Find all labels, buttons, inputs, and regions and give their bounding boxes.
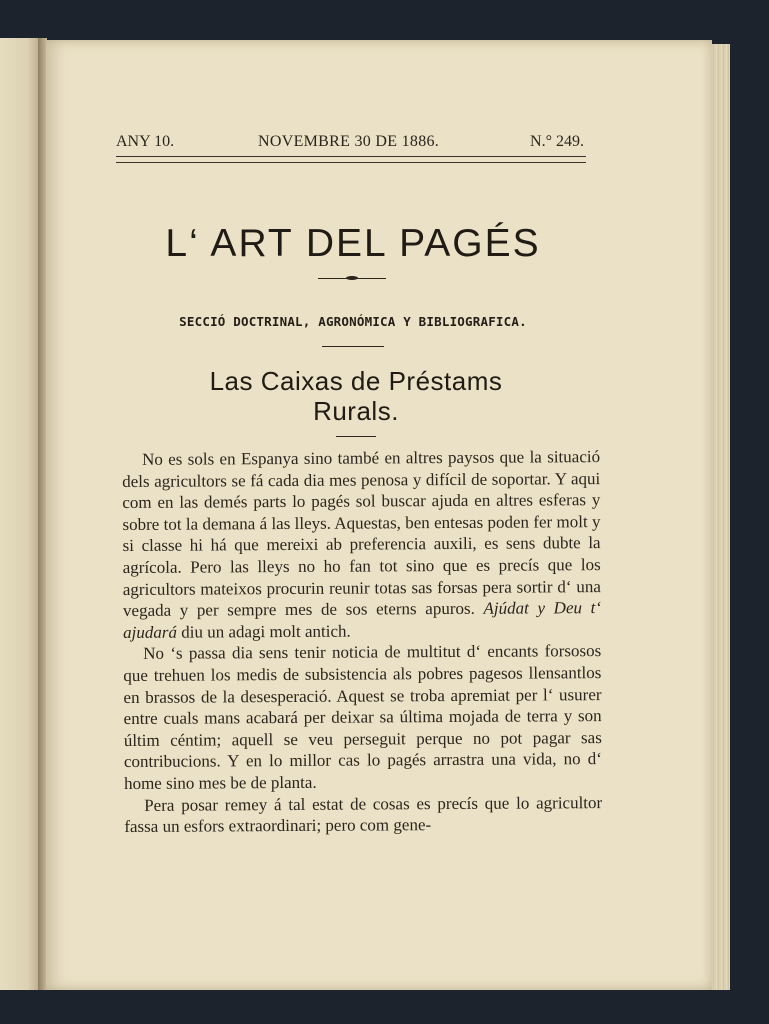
issue-date: NOVEMBRE 30 DE 1886. [258,133,440,150]
header-double-rule [116,156,586,163]
masthead-title: L‘ ART DEL PAGÉS [165,222,541,265]
paragraph-2: No ‘s passa dia sens tenir noticia de multitut d‘ encants forsosos que trehuen los medis de subsistencia als pobres pagesos llensantlos en brassos de la desesperació. Aquest se troba apremiat per l‘ usurer entre cuals mans acabará per deixar sa última mojada de terra y son últim céntim; aquell se veu perseguit perque no pot pagar sas contribucions. Y en lo millor cas lo pagés arrastra una vida, no d‘ home sino mes be de planta. [123,641,602,793]
article-title [126,366,586,426]
article-title-line-2: Rurals. [313,396,399,426]
proverb-quote: Ajúdat y Deu t‘ ajudará [123,598,602,642]
ornament-divider [318,276,386,280]
article-body [122,446,602,838]
section-title: SECCIÓ DOCTRINAL, AGRONÓMICA Y BIBLIOGRAFICA. [179,314,527,329]
paragraph-1-end: diu un adagi molt antich. [181,621,351,642]
paragraph-1-text: No es sols en Espanya sino també en altres paysos que la situació dels agricultors se fá cada dia mes penosa y difícil de soportar. Y aqui com en las demés parts lo pagés sol buscar ajuda en altres esferas y sobre tot la demana á las lleys. Aquestas, ben entesas poden fer molt y si classe hi há que mereixi ab preferencia auxili, es sens dubte la agrícola. Pero las lleys no ho fan tot sino que es precís que los agricultors mateixos procurin reunir totas sas forsas pera sortir d‘ una vegada y per sempre mes de sos eterns apuros. [122,447,601,621]
issue-year: ANY 10. [116,133,175,150]
paragraph-1 [122,446,601,643]
article-title-line-1: Las Caixas de Préstams [209,366,503,396]
issue-number: N.° 249. [530,133,584,150]
left-page-edge [0,38,40,990]
section-rule [322,346,384,347]
title-rule [336,436,376,437]
paragraph-3: Pera posar remey á tal estat de cosas es precís que lo agricultor fassa un esfors extraordinari; pero com gene- [124,792,603,837]
